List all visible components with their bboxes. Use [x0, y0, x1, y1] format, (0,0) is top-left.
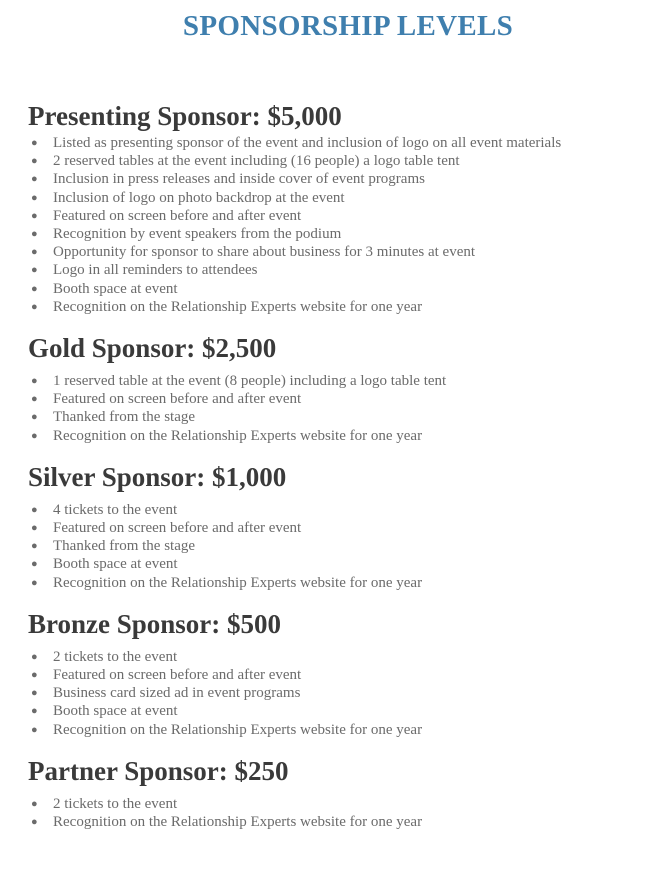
bullet-dot-icon: ● [31, 282, 38, 295]
benefit-text: Listed as presenting sponsor of the event and inclusion of logo on all event materials [53, 135, 562, 151]
list-item [28, 225, 648, 243]
bullet-dot-icon: ● [31, 540, 38, 553]
list-item [28, 648, 648, 666]
benefit-text: Booth space at event [53, 556, 178, 573]
benefit-list-gold [28, 372, 648, 445]
list-item [28, 555, 648, 573]
benefit-list-partner [28, 795, 648, 831]
tier-heading-presenting: Presenting Sponsor: $5,000 [28, 101, 342, 131]
list-item [28, 280, 648, 298]
bullet-dot-icon: ● [31, 650, 38, 663]
benefit-text: Booth space at event [53, 703, 178, 720]
bullet-dot-icon: ● [31, 576, 38, 589]
benefit-text: Featured on screen before and after event [53, 520, 302, 537]
list-item [28, 390, 648, 408]
bullet-dot-icon: ● [31, 816, 38, 829]
bullet-dot-icon: ● [31, 669, 38, 682]
list-item [28, 134, 648, 152]
list-item [28, 702, 648, 720]
list-item [28, 427, 648, 445]
benefit-list-silver [28, 501, 648, 592]
benefit-list-bronze [28, 648, 648, 739]
tier-heading-silver: Silver Sponsor: $1,000 [28, 461, 287, 492]
bullet-dot-icon: ● [31, 503, 38, 516]
bullet-dot-icon: ● [31, 705, 38, 718]
benefit-text: Recognition on the Relationship Experts website for one year [53, 574, 423, 591]
bullet-dot-icon: ● [31, 429, 38, 442]
bullet-dot-icon: ● [31, 411, 38, 424]
bullet-dot-icon: ● [31, 522, 38, 535]
benefit-text: Logo in all reminders to attendees [53, 262, 258, 279]
sponsorship-tiers [28, 98, 648, 831]
list-item [28, 519, 648, 537]
benefit-text: Opportunity for sponsor to share about business for 3 minutes at event [53, 244, 476, 261]
list-item [28, 189, 648, 207]
bullet-dot-icon: ● [31, 173, 38, 186]
benefit-text: 1 reserved table at the event (8 people) including a logo table tent [53, 373, 447, 390]
benefit-text: Featured on screen before and after event [53, 391, 302, 408]
bullet-dot-icon: ● [31, 137, 38, 149]
list-item [28, 261, 648, 279]
bullet-dot-icon: ● [31, 191, 38, 204]
bullet-dot-icon: ● [31, 375, 38, 388]
benefit-text: Booth space at event [53, 280, 178, 297]
bullet-dot-icon: ● [31, 797, 38, 810]
list-item [28, 721, 648, 739]
bullet-dot-icon: ● [31, 393, 38, 406]
benefit-text: Thanked from the stage [53, 538, 196, 555]
benefit-text: Thanked from the stage [53, 409, 196, 426]
list-item [28, 298, 648, 316]
bullet-dot-icon: ● [31, 209, 38, 222]
benefit-list-presenting [28, 134, 648, 316]
list-item [28, 813, 648, 831]
benefit-text: Recognition by event speakers from the podium [53, 226, 342, 243]
list-item [28, 170, 648, 188]
benefit-text: Recognition on the Relationship Experts website for one year [53, 814, 423, 831]
bullet-dot-icon: ● [31, 558, 38, 571]
benefit-text: Inclusion of logo on photo backdrop at the event [53, 189, 345, 206]
list-item [28, 207, 648, 225]
list-item [28, 152, 648, 170]
tier-presenting [28, 98, 648, 316]
list-item [28, 795, 648, 813]
tier-heading-gold: Gold Sponsor: $2,500 [28, 333, 277, 364]
benefit-text: 4 tickets to the event [53, 501, 178, 518]
benefit-text: Featured on screen before and after event [53, 207, 302, 224]
list-item [28, 372, 648, 390]
tier-gold [28, 330, 648, 445]
tier-heading-partner: Partner Sponsor: $250 [28, 755, 289, 786]
tier-bronze [28, 606, 648, 739]
tier-silver [28, 459, 648, 592]
benefit-text: Recognition on the Relationship Experts website for one year [53, 298, 423, 315]
list-item [28, 574, 648, 592]
list-item [28, 243, 648, 261]
benefit-text: Recognition on the Relationship Experts website for one year [53, 427, 423, 444]
bullet-dot-icon: ● [31, 300, 38, 313]
benefit-text: Featured on screen before and after event [53, 667, 302, 684]
benefit-text: Recognition on the Relationship Experts website for one year [53, 721, 423, 738]
benefit-text: 2 reserved tables at the event including (16 people) a logo table tent [53, 153, 460, 170]
list-item [28, 684, 648, 702]
bullet-dot-icon: ● [31, 264, 38, 277]
bullet-dot-icon: ● [31, 246, 38, 259]
list-item [28, 408, 648, 426]
list-item [28, 537, 648, 555]
page-title: SPONSORSHIP LEVELS [182, 10, 514, 42]
benefit-text: 2 tickets to the event [53, 648, 178, 665]
benefit-text: Business card sized ad in event programs [53, 685, 301, 702]
benefit-text: 2 tickets to the event [53, 795, 178, 812]
list-item [28, 501, 648, 519]
list-item [28, 666, 648, 684]
bullet-dot-icon: ● [31, 723, 38, 736]
benefit-text: Inclusion in press releases and inside cover of event programs [53, 171, 425, 188]
tier-heading-bronze: Bronze Sponsor: $500 [28, 608, 282, 639]
bullet-dot-icon: ● [31, 228, 38, 241]
tier-partner [28, 753, 648, 831]
bullet-dot-icon: ● [31, 155, 38, 168]
bullet-dot-icon: ● [31, 687, 38, 700]
